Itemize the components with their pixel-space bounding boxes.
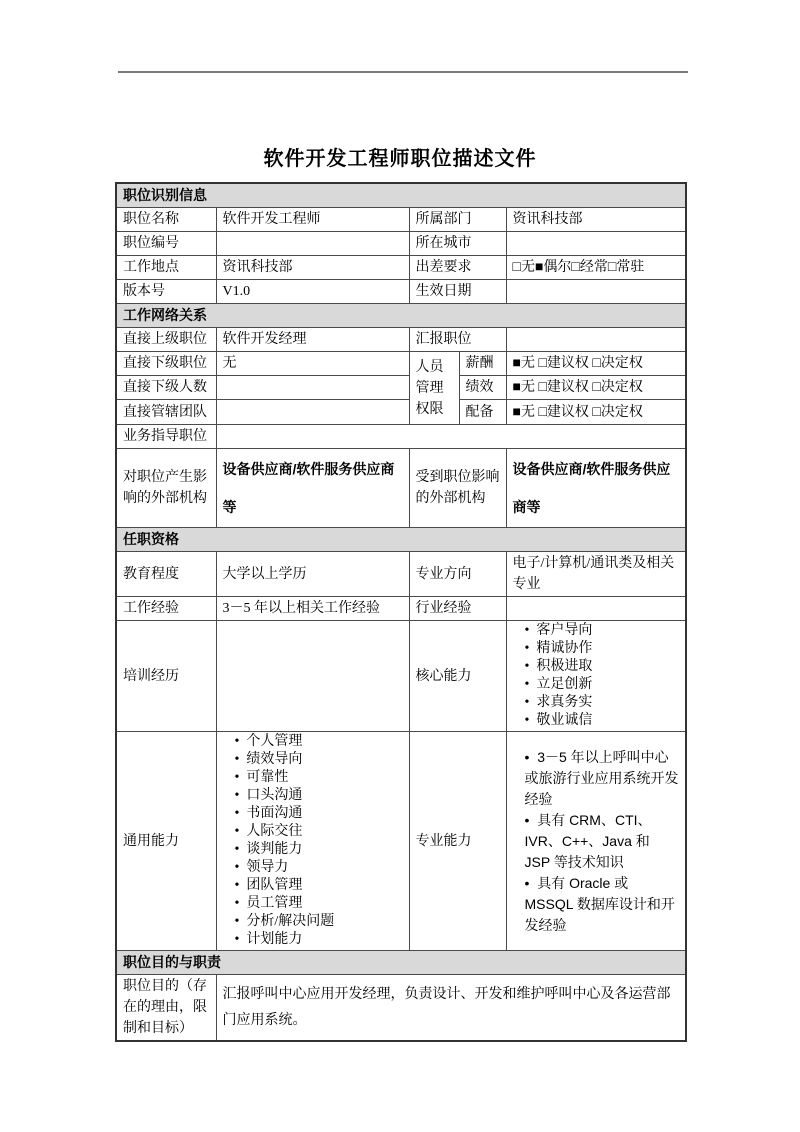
work-location-value: 资讯科技部 bbox=[216, 256, 409, 280]
bullet-item: • 计划能力 bbox=[233, 931, 403, 949]
job-code-value bbox=[216, 232, 409, 256]
major-value: 电子/计算机/通讯类及相关专业 bbox=[506, 552, 686, 597]
bullet-item: • 领导力 bbox=[233, 859, 403, 877]
job-purpose-value: 汇报呼叫中心应用开发经理，负责设计、开发和维护呼叫中心及各运营部门应用系统。 bbox=[216, 975, 686, 1042]
influenced-orgs-value: 设备供应商/软件服务供应商等 bbox=[506, 449, 686, 528]
education-label: 教育程度 bbox=[116, 552, 216, 597]
subordinate-count-label: 直接下级人数 bbox=[116, 376, 216, 400]
city-label: 所在城市 bbox=[409, 232, 506, 256]
core-competency-cell bbox=[506, 621, 686, 732]
staffing-label: 配备 bbox=[459, 400, 506, 425]
subordinate-label: 直接下级职位 bbox=[116, 352, 216, 376]
industry-experience-label: 行业经验 bbox=[409, 597, 506, 621]
bullet-item: • 精诚协作 bbox=[523, 640, 680, 658]
influencing-orgs-value: 设备供应商/软件服务供应商等 bbox=[216, 449, 409, 528]
subordinate-count-value bbox=[216, 376, 409, 400]
bullet-item: • 口头沟通 bbox=[233, 787, 403, 805]
section-header-purpose: 职位目的与职责 bbox=[116, 951, 686, 975]
team-value bbox=[216, 400, 409, 425]
bullet-item: • 团队管理 bbox=[233, 877, 403, 895]
guidance-label: 业务指导职位 bbox=[116, 425, 216, 449]
bullet-item: • 具有 CRM、CTI、IVR、C++、Java 和 JSP 等技术知识 bbox=[523, 810, 680, 873]
bullet-item: • 敬业诚信 bbox=[523, 712, 680, 730]
job-purpose-label: 职位目的（存在的理由，限制和目标） bbox=[116, 975, 216, 1042]
report-position-label: 汇报职位 bbox=[409, 328, 506, 352]
influencing-orgs-label: 对职位产生影响的外部机构 bbox=[116, 449, 216, 528]
professional-ability-list bbox=[513, 747, 680, 936]
travel-requirement-value: □无■偶尔□经常□常驻 bbox=[506, 256, 686, 280]
bullet-item: • 客户导向 bbox=[523, 622, 680, 640]
work-location-label: 工作地点 bbox=[116, 256, 216, 280]
performance-label: 绩效 bbox=[459, 376, 506, 400]
general-ability-cell bbox=[216, 732, 409, 951]
training-value bbox=[216, 621, 409, 732]
experience-label: 工作经验 bbox=[116, 597, 216, 621]
performance-authority-value: ■无 □建议权 □决定权 bbox=[506, 376, 686, 400]
section-header-qualification: 任职资格 bbox=[116, 528, 686, 552]
bullet-item: • 立足创新 bbox=[523, 676, 680, 694]
job-name-value: 软件开发工程师 bbox=[216, 208, 409, 232]
salary-label: 薪酬 bbox=[459, 352, 506, 376]
bullet-item: • 绩效导向 bbox=[233, 751, 403, 769]
professional-ability-label: 专业能力 bbox=[409, 732, 506, 951]
bullet-item: • 分析/解决问题 bbox=[233, 913, 403, 931]
job-name-label: 职位名称 bbox=[116, 208, 216, 232]
core-competency-list bbox=[513, 622, 680, 730]
bullet-item: • 3－5 年以上呼叫中心或旅游行业应用系统开发经验 bbox=[523, 747, 680, 810]
training-label: 培训经历 bbox=[116, 621, 216, 732]
staffing-authority-value: ■无 □建议权 □决定权 bbox=[506, 400, 686, 425]
general-ability-list bbox=[223, 733, 403, 949]
bullet-item: • 人际交往 bbox=[233, 823, 403, 841]
page-header-rule bbox=[118, 71, 688, 73]
bullet-item: • 求真务实 bbox=[523, 694, 680, 712]
industry-experience-value bbox=[506, 597, 686, 621]
core-competency-label: 核心能力 bbox=[409, 621, 506, 732]
bullet-item: • 具有 Oracle 或 MSSQL 数据库设计和开发经验 bbox=[523, 873, 680, 936]
influenced-orgs-label: 受到职位影响的外部机构 bbox=[409, 449, 506, 528]
travel-requirement-label: 出差要求 bbox=[409, 256, 506, 280]
team-label: 直接管辖团队 bbox=[116, 400, 216, 425]
effective-date-value bbox=[506, 280, 686, 304]
bullet-item: • 谈判能力 bbox=[233, 841, 403, 859]
bullet-item: • 积极进取 bbox=[523, 658, 680, 676]
hr-authority-label: 人员管理权限 bbox=[409, 352, 459, 425]
job-description-table bbox=[115, 182, 687, 1042]
bullet-item: • 书面沟通 bbox=[233, 805, 403, 823]
bullet-item: • 可靠性 bbox=[233, 769, 403, 787]
superior-label: 直接上级职位 bbox=[116, 328, 216, 352]
salary-authority-value: ■无 □建议权 □决定权 bbox=[506, 352, 686, 376]
effective-date-label: 生效日期 bbox=[409, 280, 506, 304]
version-value: V1.0 bbox=[216, 280, 409, 304]
superior-value: 软件开发经理 bbox=[216, 328, 409, 352]
bullet-item: • 个人管理 bbox=[233, 733, 403, 751]
section-header-identification: 职位识别信息 bbox=[116, 183, 686, 208]
guidance-value bbox=[216, 425, 686, 449]
job-code-label: 职位编号 bbox=[116, 232, 216, 256]
experience-value: 3－5 年以上相关工作经验 bbox=[216, 597, 409, 621]
document-title: 软件开发工程师职位描述文件 bbox=[263, 148, 537, 170]
bullet-item: • 员工管理 bbox=[233, 895, 403, 913]
major-label: 专业方向 bbox=[409, 552, 506, 597]
version-label: 版本号 bbox=[116, 280, 216, 304]
professional-ability-cell bbox=[506, 732, 686, 951]
general-ability-label: 通用能力 bbox=[116, 732, 216, 951]
department-value: 资讯科技部 bbox=[506, 208, 686, 232]
report-position-value bbox=[506, 328, 686, 352]
department-label: 所属部门 bbox=[409, 208, 506, 232]
section-header-network: 工作网络关系 bbox=[116, 304, 686, 328]
education-value: 大学以上学历 bbox=[216, 552, 409, 597]
subordinate-value: 无 bbox=[216, 352, 409, 376]
city-value bbox=[506, 232, 686, 256]
